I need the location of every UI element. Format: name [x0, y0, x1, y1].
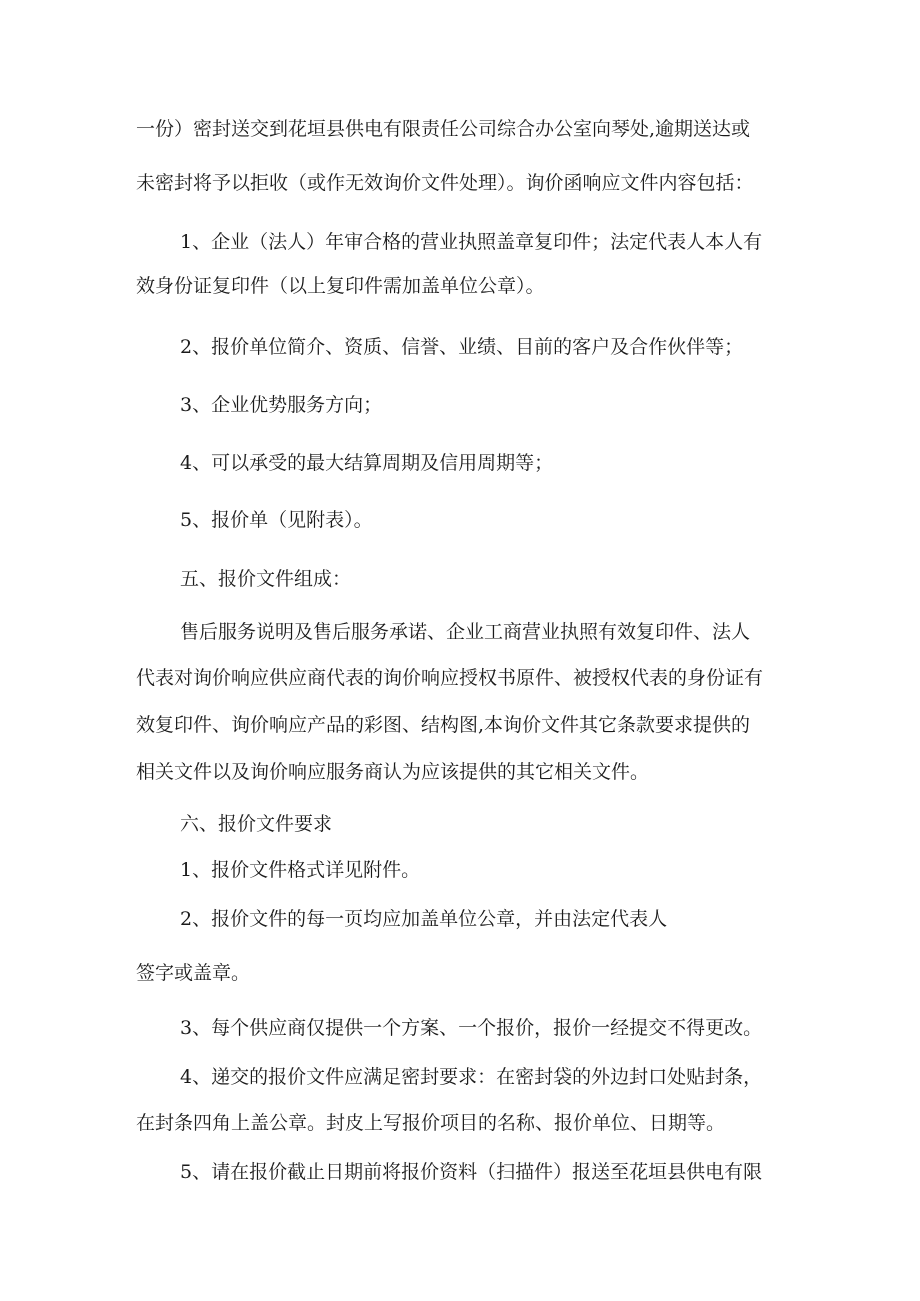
text-line: 效复印件、询价响应产品的彩图、结构图,本询价文件其它条款要求提供的: [136, 714, 751, 736]
list-item: 1、企业（法人）年审合格的营业执照盖章复印件；法定代表人本人有: [180, 231, 763, 253]
list-item: 1、报价文件格式详见附件。: [180, 859, 421, 881]
list-item: 5、请在报价截止日期前将报价资料（扫描件）报送至花垣县供电有限: [180, 1161, 763, 1183]
text-line: 相关文件以及询价响应服务商认为应该提供的其它相关文件。: [136, 761, 650, 783]
text-line: 代表对询价响应供应商代表的询价响应授权书原件、被授权代表的身份证有: [136, 667, 764, 689]
list-item: 5、报价单（见附表）。: [180, 509, 373, 531]
text-line: 效身份证复印件（以上复印件需加盖单位公章）。: [136, 275, 545, 297]
list-item: 4、递交的报价文件应满足密封要求：在密封袋的外边封口处贴封条，: [180, 1066, 763, 1088]
section-heading: 五、报价文件组成：: [180, 568, 352, 590]
text-line: 一份）密封送交到花垣县供电有限责任公司综合办公室向琴处,逾期送达或: [136, 118, 751, 140]
list-item: 3、企业优势服务方向；: [180, 394, 383, 416]
text-line: 售后服务说明及售后服务承诺、企业工商营业执照有效复印件、法人: [180, 621, 751, 643]
list-item: 3、每个供应商仅提供一个方案、一个报价，报价一经提交不得更改。: [180, 1017, 763, 1039]
text-line: 在封条四角上盖公章。封皮上写报价项目的名称、报价单位、日期等。: [136, 1112, 726, 1134]
text-line: 签字或盖章。: [136, 962, 251, 984]
list-item: 2、报价文件的每一页均应加盖单位公章，并由法定代表人: [180, 908, 668, 930]
list-item: 2、报价单位简介、资质、信誉、业绩、目前的客户及合作伙伴等；: [180, 336, 744, 358]
list-item: 4、可以承受的最大结算周期及信用周期等；: [180, 452, 554, 474]
section-heading: 六、报价文件要求: [180, 813, 333, 835]
text-line: 未密封将予以拒收（或作无效询价文件处理）。询价函响应文件内容包括：: [136, 172, 754, 194]
